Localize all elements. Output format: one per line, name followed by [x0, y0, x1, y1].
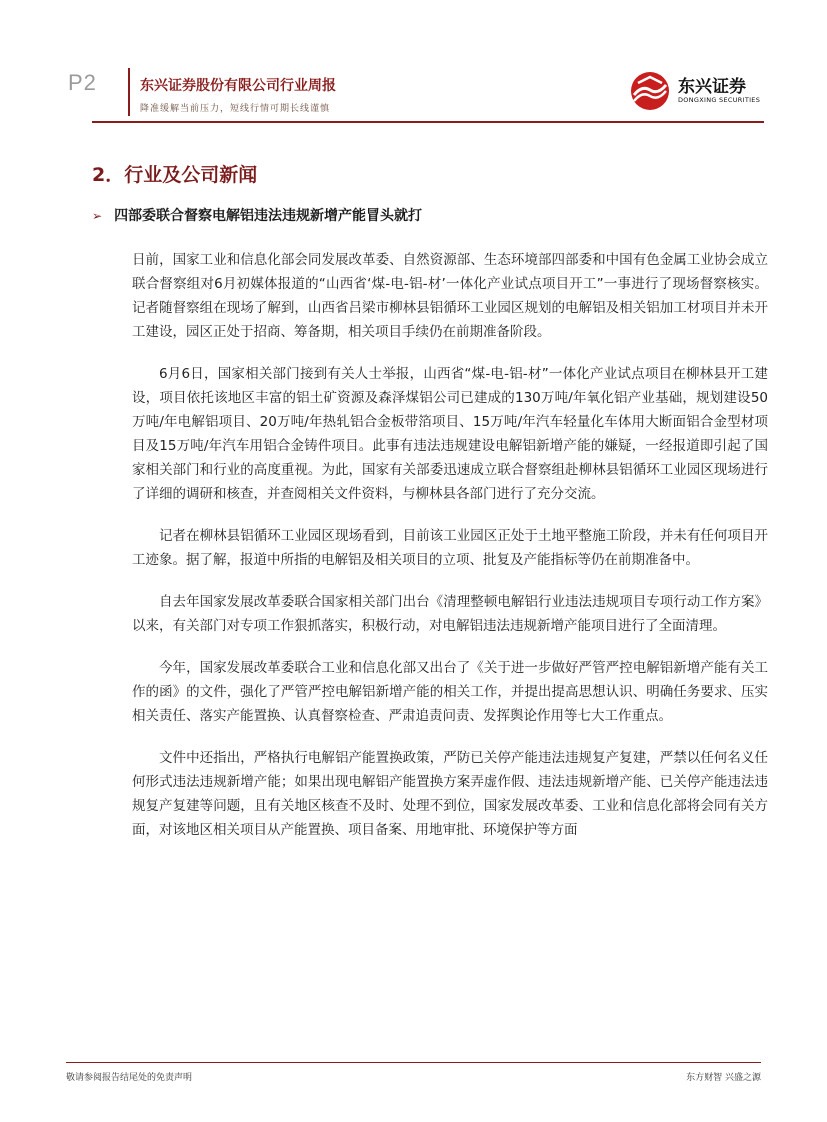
section-title: 2．行业及公司新闻: [92, 164, 258, 186]
report-title: 东兴证券股份有限公司行业周报: [140, 78, 336, 94]
footer-rule: [66, 1062, 761, 1063]
logo-name-en: DONGXING SECURITIES: [678, 96, 761, 104]
disclaimer-note: 敬请参阅报告结尾处的免责声明: [66, 1073, 193, 1083]
paragraph: 今年，国家发展改革委联合工业和信息化部又出台了《关于进一步做好严管严控电解铝新增产能有关工作的函》的文件，强化了严管严控电解铝新增产能的相关工作，并提出提高思想认识、明确任务要求、压实相关责任、落实产能置换、认真督察检查、严肃追责问责、发挥舆论作用等七大工作重点。: [132, 660, 768, 724]
logo-name-cn: 东兴证券: [678, 77, 746, 97]
arrow-bullet-icon: ➢: [92, 209, 103, 223]
page-number: P2: [68, 70, 97, 95]
subsection-title: 四部委联合督察电解铝违法违规新增产能冒头就打: [114, 208, 423, 224]
paragraph: 自去年国家发展改革委联合国家相关部门出台《清理整顿电解铝行业违法违规项目专项行动工作方案》以来，有关部门对专项工作狠抓落实，积极行动，对电解铝违法违规新增产能项目进行了全面清理。: [132, 594, 768, 634]
company-logo: [628, 68, 760, 114]
header-divider: [128, 68, 130, 116]
paragraph: 6月6日，国家相关部门接到有关人士举报，山西省“煤-电-铝-材”一体化产业试点项目在柳林县开工建设，项目依托该地区丰富的铝土矿资源及森泽煤铝公司已建成的130万吨/年氧化铝产业基础，规划建设50万吨/年电解铝项目、20万吨/年热轧铝合金板带箔项目、15万吨/年汽车轻量化车体用大断面铝合金型材项目及15万吨/年汽车用铝合金铸件项目。此事有违法违规建设电解铝新增产能的嫌疑，一经报道即引起了国家相关部门和行业的高度重视。为此，国家有关部委迅速成立联合督察组赴柳林县铝循环工业园区现场进行了详细的调研和核查，并查阅相关文件资料，与柳林县各部门进行了充分交流。: [132, 366, 768, 502]
paragraph: 日前，国家工业和信息化部会同发展改革委、自然资源部、生态环境部四部委和中国有色金属工业协会成立联合督察组对6月初媒体报道的“山西省‘煤-电-铝-材’一体化产业试点项目开工”一事进行了现场督察核实。记者随督察组在现场了解到，山西省吕梁市柳林县铝循环工业园区规划的电解铝及相关铝加工材项目并未开工建设，园区正处于招商、筹备期，相关项目手续仍在前期准备阶段。: [132, 252, 768, 340]
report-subtitle: 降准缓解当前压力，短线行情可期长线谨慎: [140, 104, 331, 114]
dongxing-logo-icon: [628, 71, 672, 111]
header-rule: [92, 121, 764, 123]
article-body: [132, 248, 768, 860]
paragraph: 文件中还指出，严格执行电解铝产能置换政策，严防已关停产能违法违规复产复建，严禁以任何名义任何形式违法违规新增产能；如果出现电解铝产能置换方案弄虚作假、违法违规新增产能、已关停产能违法违规复产复建等问题，且有关地区核查不及时、处理不到位，国家发展改革委、工业和信息化部将会同有关方面，对该地区相关项目从产能置换、项目备案、用地审批、环境保护等方面: [132, 750, 768, 838]
paragraph: 记者在柳林县铝循环工业园区现场看到，目前该工业园区正处于土地平整施工阶段，并未有任何项目开工迹象。据了解，报道中所指的电解铝及相关项目的立项、批复及产能指标等仍在前期准备中。: [132, 528, 768, 568]
footer-slogan: 东方财智 兴盛之源: [686, 1073, 761, 1083]
subsection-heading: [92, 205, 422, 225]
